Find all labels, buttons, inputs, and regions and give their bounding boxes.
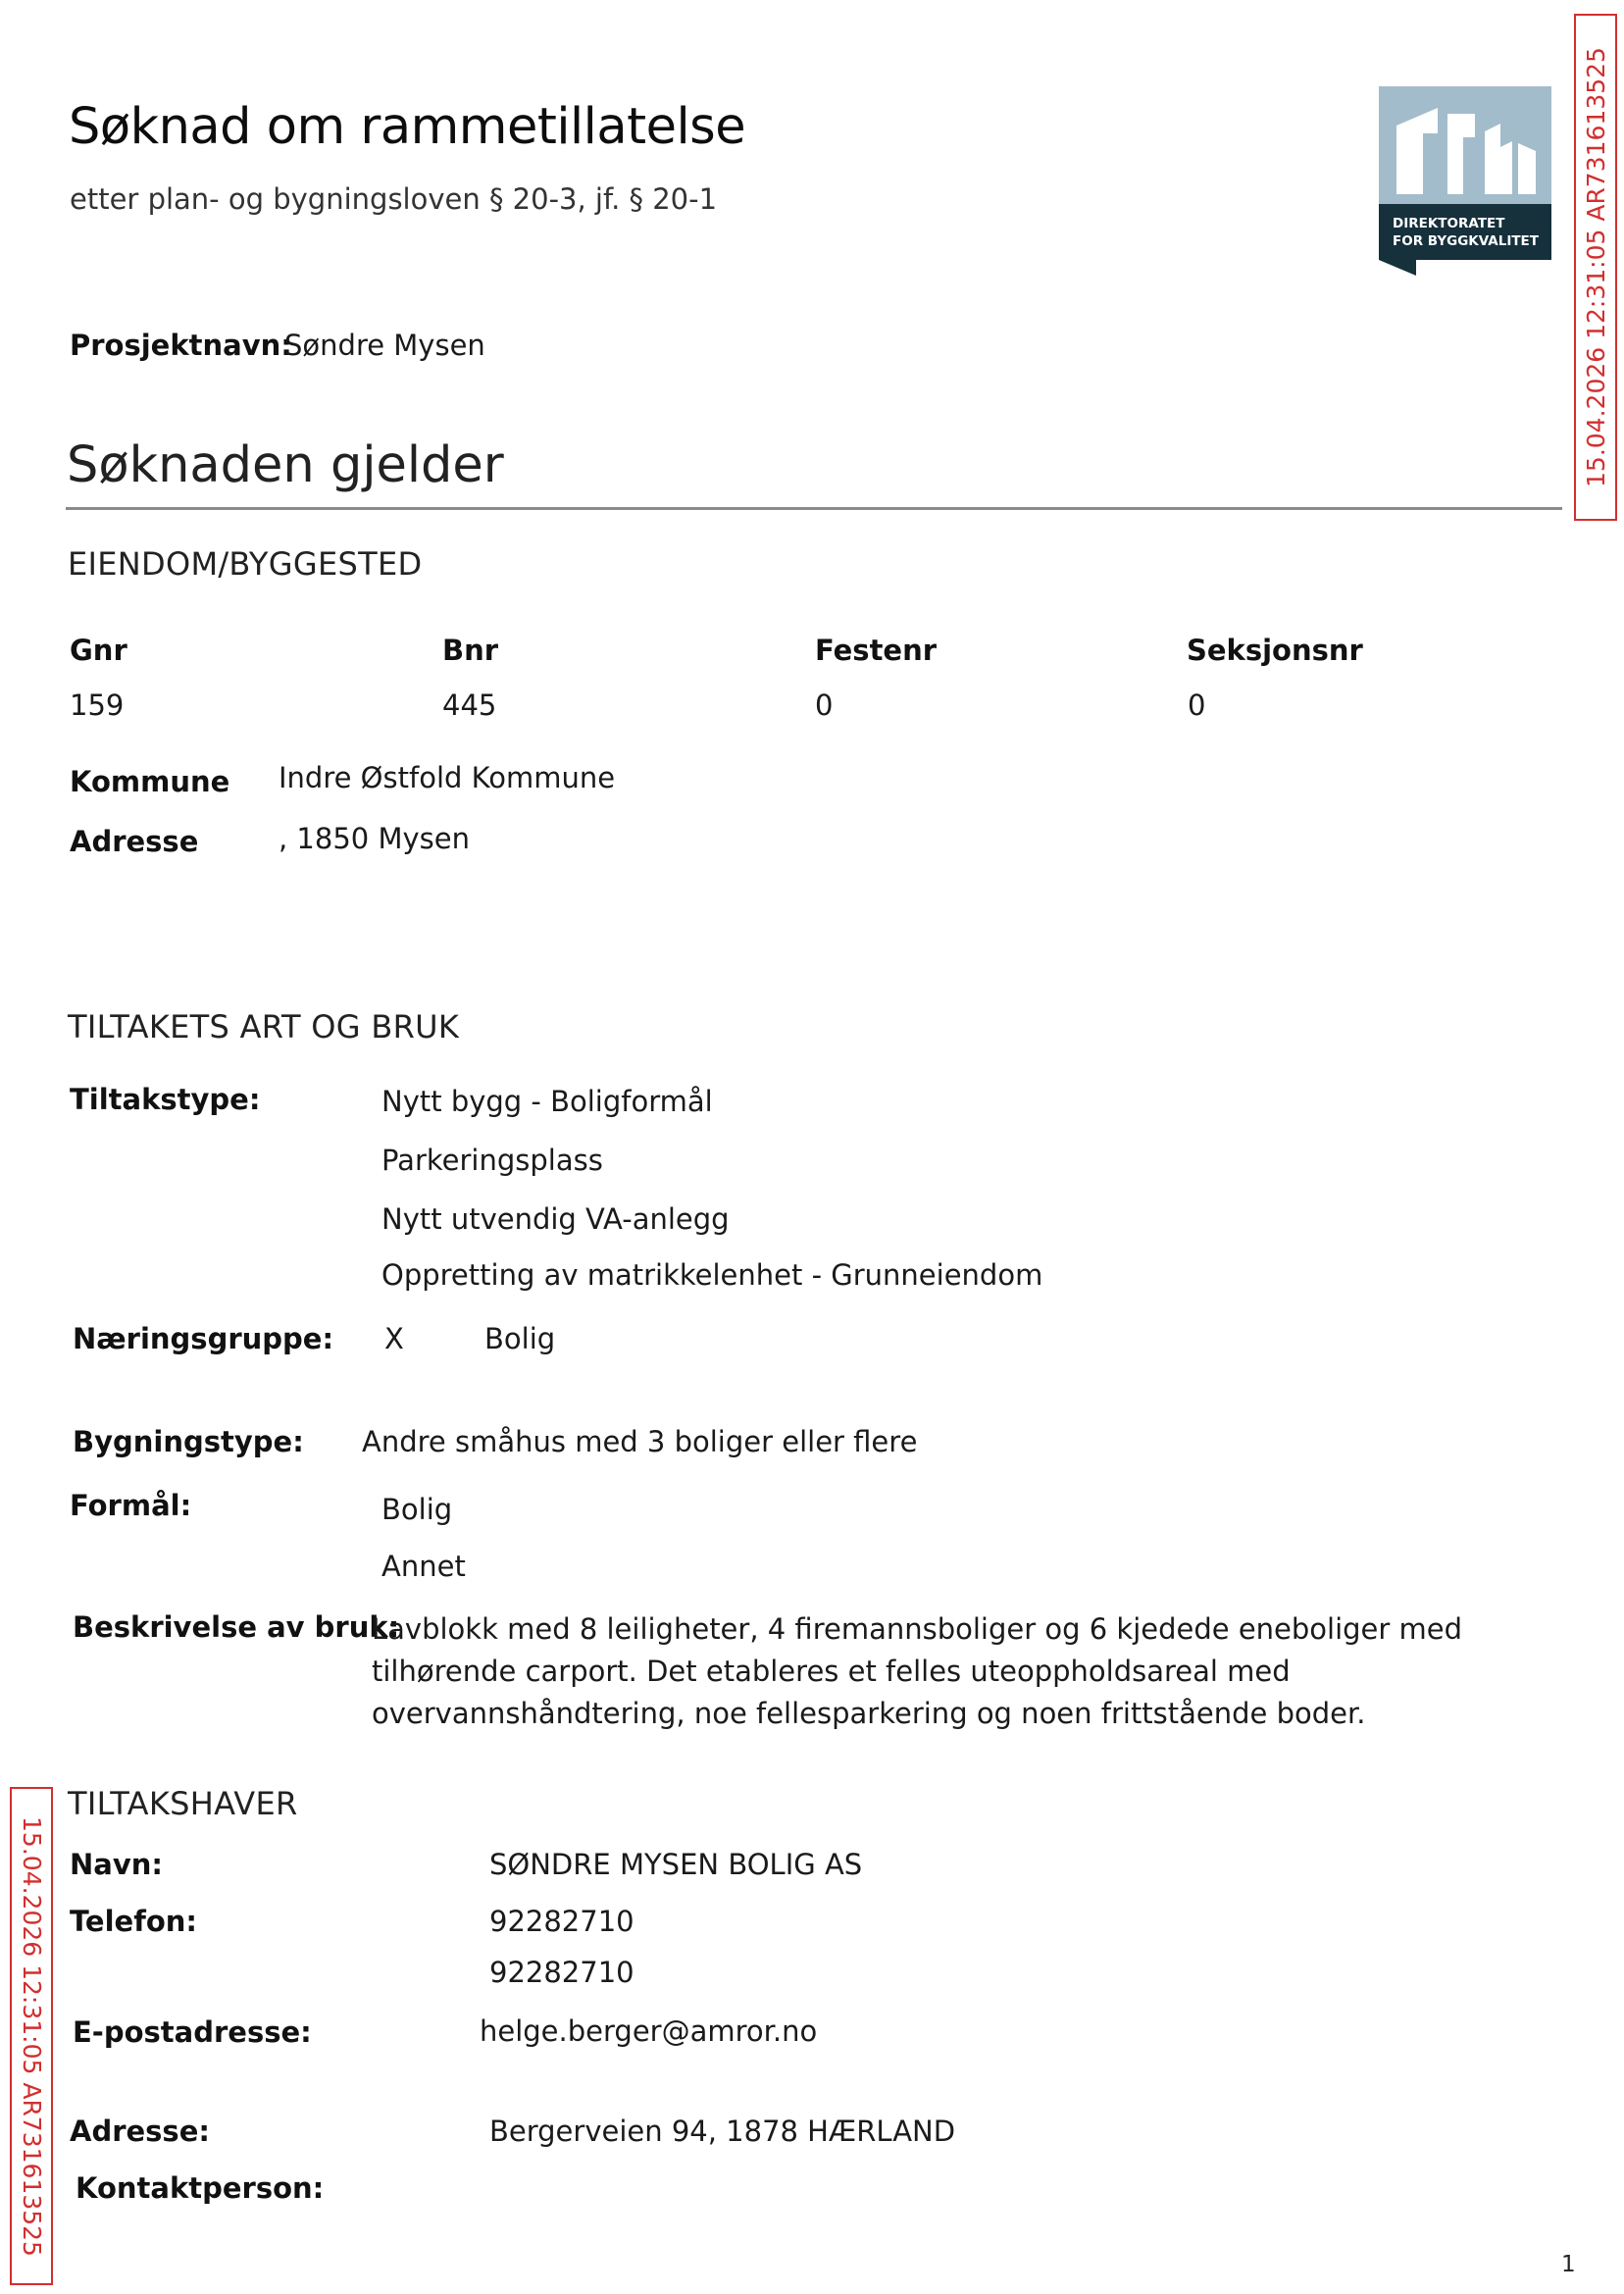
- festenr-value: 0: [815, 688, 834, 722]
- bygningstype-value: Andre småhus med 3 boliger eller flere: [362, 1425, 918, 1458]
- tiltakstype-item: Nytt utvendig VA-anlegg: [381, 1202, 730, 1236]
- timestamp-stamp-left: [10, 1787, 53, 2285]
- epost-label: E-postadresse:: [73, 2015, 312, 2049]
- kommune-value: Indre Østfold Kommune: [279, 761, 616, 794]
- stamp-text: 15.04.2026 12:31:05 AR731613525: [17, 1815, 46, 2257]
- telefon-value: 92282710: [489, 1905, 634, 1938]
- dibk-logo: [1379, 86, 1551, 276]
- project-name-label: Prosjektnavn:: [70, 329, 292, 362]
- adresse-label: Adresse: [70, 825, 199, 858]
- col-header-gnr: Gnr: [70, 634, 127, 667]
- telefon-label: Telefon:: [70, 1905, 197, 1938]
- naeringsgruppe-value: Bolig: [484, 1322, 556, 1355]
- naeringsgruppe-code: X: [384, 1322, 404, 1355]
- formaal-item: Annet: [381, 1550, 466, 1583]
- timestamp-stamp-top: [1574, 14, 1617, 521]
- tiltakstype-item: Oppretting av matrikkelenhet - Grunneiendom: [381, 1258, 1043, 1292]
- beskrivelse-value: Lavblokk med 8 leiligheter, 4 firemannsboliger og 6 kjedede eneboliger med tilhørende carport. Det etableres et felles uteoppholdsareal med overvannshåndtering, noe fellesparkering og noen frittstående boder.: [372, 1612, 1463, 1730]
- document-title: Søknad om rammetillatelse: [69, 98, 746, 156]
- section-divider: [66, 507, 1562, 510]
- adresse-value: , 1850 Mysen: [279, 822, 470, 855]
- stamp-text: 15.04.2026 12:31:05 AR731613525: [1581, 47, 1610, 487]
- owner-heading: TILTAKSHAVER: [68, 1785, 298, 1822]
- page-number: 1: [1561, 2252, 1576, 2277]
- tiltakstype-item: Parkeringsplass: [381, 1144, 603, 1177]
- navn-value: SØNDRE MYSEN BOLIG AS: [489, 1848, 863, 1881]
- tiltakstype-label: Tiltakstype:: [70, 1083, 261, 1116]
- bnr-value: 445: [442, 688, 497, 722]
- formaal-label: Formål:: [70, 1489, 192, 1522]
- property-heading: EIENDOM/BYGGESTED: [68, 545, 423, 583]
- tiltakstype-item: Nytt bygg - Boligformål: [381, 1085, 713, 1118]
- seksjonsnr-value: 0: [1188, 688, 1206, 722]
- navn-label: Navn:: [70, 1848, 163, 1881]
- measure-heading: TILTAKETS ART OG BRUK: [68, 1008, 460, 1045]
- col-header-bnr: Bnr: [442, 634, 499, 667]
- col-header-festenr: Festenr: [815, 634, 938, 667]
- logo-text-line2: FOR BYGGKVALITET: [1393, 233, 1539, 249]
- gnr-value: 159: [70, 688, 125, 722]
- telefon-value: 92282710: [489, 1956, 634, 1989]
- section-title: Søknaden gjelder: [67, 436, 504, 494]
- project-name-value: Søndre Mysen: [284, 329, 485, 362]
- logo-text-line1: DIREKTORATET: [1393, 216, 1505, 231]
- owner-adresse-value: Bergerveien 94, 1878 HÆRLAND: [489, 2115, 956, 2148]
- naeringsgruppe-label: Næringsgruppe:: [73, 1322, 334, 1355]
- epost-value: helge.berger@amror.no: [480, 2014, 818, 2048]
- col-header-seksjonsnr: Seksjonsnr: [1187, 634, 1363, 667]
- owner-adresse-label: Adresse:: [70, 2115, 210, 2148]
- beskrivelse-label: Beskrivelse av bruk:: [73, 1610, 400, 1644]
- bygningstype-label: Bygningstype:: [73, 1425, 304, 1458]
- kontaktperson-label: Kontaktperson:: [76, 2171, 325, 2205]
- document-subtitle: etter plan- og bygningsloven § 20-3, jf. § 20-1: [70, 182, 718, 216]
- kommune-label: Kommune: [70, 765, 230, 798]
- formaal-item: Bolig: [381, 1493, 453, 1526]
